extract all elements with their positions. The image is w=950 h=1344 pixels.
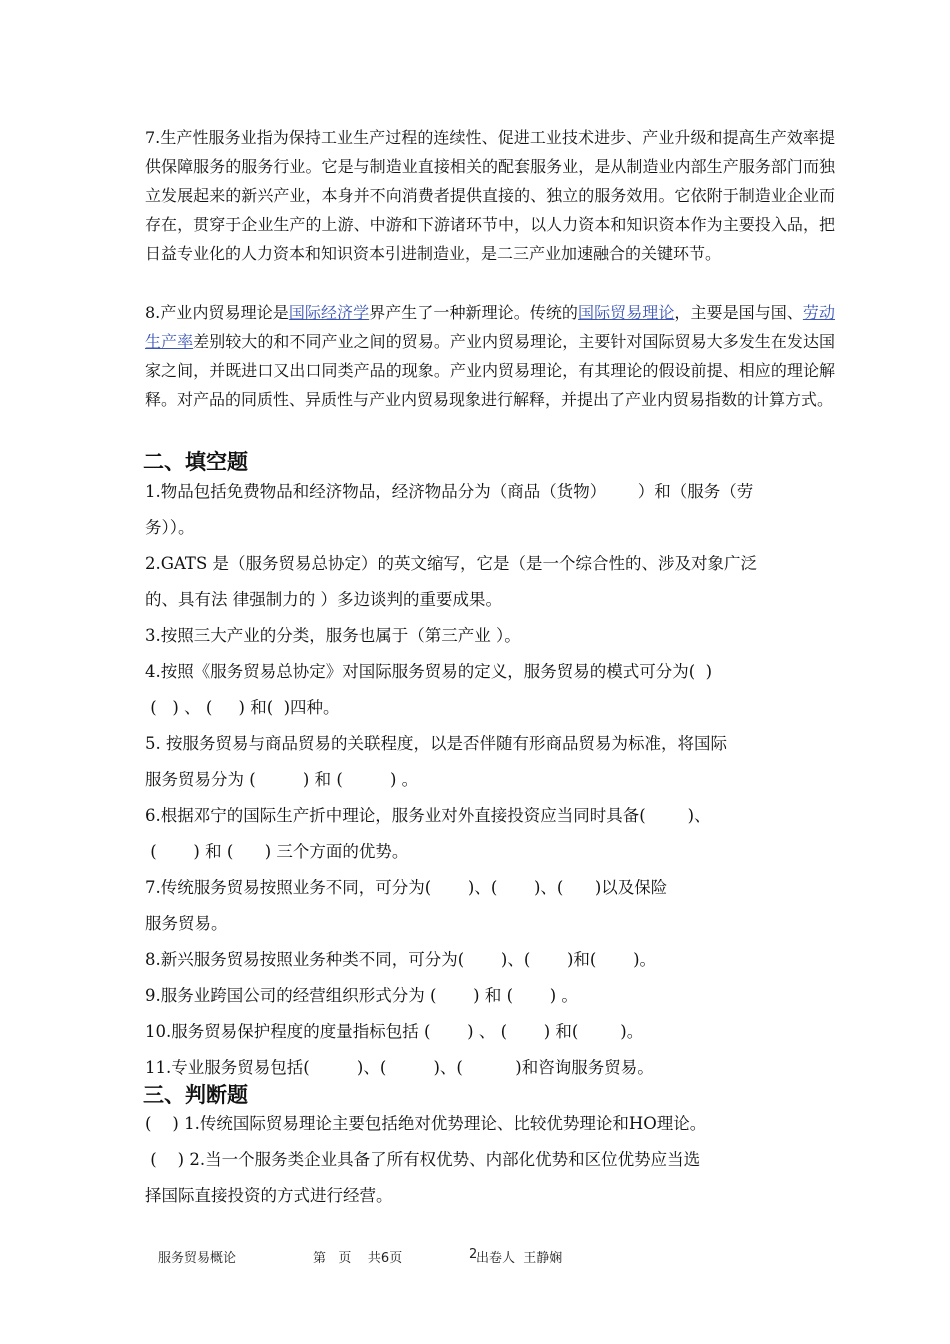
paragraph-8 — [145, 298, 835, 414]
question-line: 11.专业服务贸易包括( )、( )、( )和咨询服务贸易。 — [145, 1058, 654, 1077]
question-line: ( ) 2.当一个服务类企业具备了所有权优势、内部化优势和区位优势应当选 — [145, 1150, 701, 1169]
section-heading-fill-in: 二、填空题 — [143, 450, 248, 474]
paragraph-8-text-4: 差别较大的和不同产业之间的贸易。产业内贸易理论，主要针对国际贸易大多发生在发达国家之间，并既进口又出口同类产品的现象。产业内贸易理论，有其理论的假设前提、相应的理论解释。对产品的同质性、异质性与产业内贸易现象进行解释，并提出了产业内贸易指数的计算方式。 — [145, 332, 835, 409]
question-line: 的、具有法 律强制力的 ）多边谈判的重要成果。 — [145, 590, 502, 609]
paragraph-8-text-3: ，主要是国与国、 — [674, 303, 803, 322]
question-line: 7.传统服务贸易按照业务不同，可分为( )、( )、( )以及保险 — [145, 878, 668, 897]
question-line: 服务贸易分为 ( ) 和 ( ) 。 — [145, 770, 419, 789]
question-line: ( ) 和 ( ) 三个方面的优势。 — [145, 842, 409, 861]
link-labor-productivity[interactable]: 劳动生产率 — [145, 303, 835, 351]
question-line: ( ) 1.传统国际贸易理论主要包括绝对优势理论、比较优势理论和HO理论。 — [145, 1114, 707, 1133]
question-line: 5. 按服务贸易与商品贸易的关联程度，以是否伴随有形商品贸易为标准，将国际 — [145, 734, 727, 753]
question-line: 3.按照三大产业的分类，服务也属于（第三产业 ）。 — [145, 626, 521, 645]
paragraph-8-text-2: 界产生了一种新理论。传统的 — [369, 303, 578, 322]
question-line: 1.物品包括免费物品和经济物品，经济物品分为（商品（货物） ）和（服务（劳 — [145, 482, 754, 501]
footer-page-number: 2 — [469, 1247, 478, 1262]
question-line: 6.根据邓宁的国际生产折中理论，服务业对外直接投资应当同时具备( )、 — [145, 806, 711, 825]
true-false-questions — [145, 1106, 835, 1214]
paragraph-7: 7.生产性服务业指为保持工业生产过程的连续性、促进工业技术进步、产业升级和提高生产效率提供保障服务的服务行业。它是与制造业直接相关的配套服务业，是从制造业内部生产服务部门而独立发展起来的新兴产业，本身并不向消费者提供直接的、独立的服务效用。它依附于制造业企业而存在，贯穿于企业生产的上游、中游和下游诸环节中，以人力资本和知识资本作为主要投入品，把日益专业化的人力资本和知识资本引进制造业，是二三产业加速融合的关键环节。 — [145, 128, 835, 263]
question-line: ( ) 、 ( ) 和( )四种。 — [145, 698, 340, 717]
question-line: 4.按照《服务贸易总协定》对国际服务贸易的定义，服务贸易的模式可分为( ) — [145, 662, 713, 681]
question-line: 10.服务贸易保护程度的度量指标包括 ( ) 、 ( ) 和( )。 — [145, 1022, 644, 1041]
paragraph-8-text-1: 8.产业内贸易理论是 — [145, 303, 289, 322]
question-line: 9.服务业跨国公司的经营组织形式分为 ( ) 和 ( ) 。 — [145, 986, 578, 1005]
question-line: 2.GATS 是（服务贸易总协定）的英文缩写，它是（是一个综合性的、涉及对象广泛 — [145, 554, 757, 573]
section-heading-true-false: 三、判断题 — [143, 1083, 248, 1107]
link-international-economics[interactable]: 国际经济学 — [288, 303, 370, 322]
footer-exam-setter: 出卷人 王静娴 — [476, 1251, 563, 1266]
question-line: 务））。 — [145, 518, 195, 537]
question-line: 择国际直接投资的方式进行经营。 — [145, 1186, 393, 1205]
footer-page-info: 第 页 共6页 — [313, 1251, 403, 1266]
fill-in-questions — [145, 474, 835, 1086]
link-international-trade-theory[interactable]: 国际贸易理论 — [578, 303, 675, 322]
question-line: 服务贸易。 — [145, 914, 228, 933]
footer-course-name: 服务贸易概论 — [158, 1251, 237, 1266]
question-line: 8.新兴服务贸易按照业务种类不同，可分为( )、( )和( )。 — [145, 950, 657, 969]
